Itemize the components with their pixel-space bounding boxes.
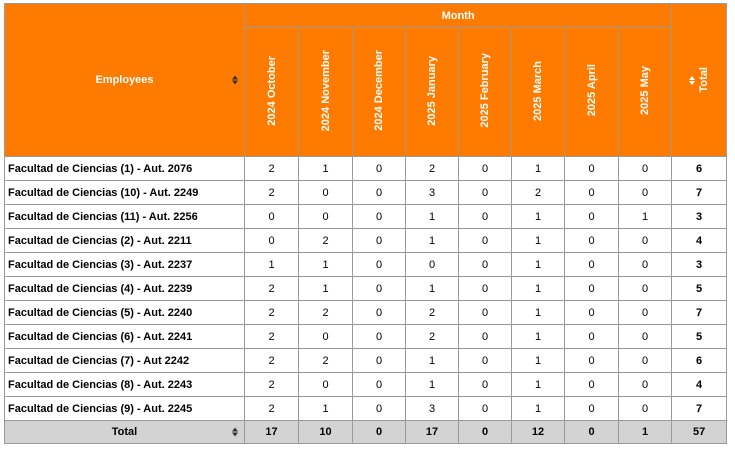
month-value-cell: 0 [459, 325, 512, 349]
month-value-cell: 1 [406, 277, 459, 301]
month-value-cell: 0 [299, 325, 353, 349]
month-value-cell: 0 [353, 157, 406, 181]
table-row [5, 349, 727, 373]
row-total-cell: 3 [672, 205, 727, 229]
employee-name-cell: Facultad de Ciencias (9) - Aut. 2245 [5, 397, 245, 421]
month-value-cell: 0 [565, 157, 619, 181]
total-header-label: Total [697, 67, 710, 93]
sort-icon[interactable] [232, 428, 238, 437]
month-value-cell: 2 [245, 277, 299, 301]
month-value-cell: 2 [245, 397, 299, 421]
month-value-cell: 0 [353, 277, 406, 301]
month-value-cell: 0 [619, 373, 672, 397]
month-value-cell: 1 [512, 301, 565, 325]
month-value-cell: 0 [459, 157, 512, 181]
month-value-cell: 1 [512, 229, 565, 253]
footer-value: 12 [512, 421, 565, 444]
footer-value: 1 [619, 421, 672, 444]
month-header: 2025 January [406, 28, 459, 157]
month-value-cell: 2 [245, 157, 299, 181]
month-value-cell: 0 [619, 277, 672, 301]
month-header: 2025 May [619, 28, 672, 157]
month-value-cell: 3 [406, 397, 459, 421]
month-value-cell: 3 [406, 181, 459, 205]
employee-name-cell: Facultad de Ciencias (6) - Aut. 2241 [5, 325, 245, 349]
month-value-cell: 1 [512, 349, 565, 373]
table-row [5, 325, 727, 349]
employee-name-cell: Facultad de Ciencias (2) - Aut. 2211 [5, 229, 245, 253]
month-value-cell: 2 [299, 229, 353, 253]
month-value-cell: 1 [512, 397, 565, 421]
month-value-cell: 1 [299, 277, 353, 301]
month-value-cell: 1 [406, 373, 459, 397]
footer-value: 17 [406, 421, 459, 444]
month-value-cell: 0 [245, 229, 299, 253]
row-total-cell: 3 [672, 253, 727, 277]
footer-value: 10 [299, 421, 353, 444]
month-value-cell: 1 [245, 253, 299, 277]
month-value-cell: 1 [512, 253, 565, 277]
month-header: 2024 December [353, 28, 406, 157]
footer-total-label: Total [111, 426, 138, 438]
month-value-cell: 0 [619, 229, 672, 253]
employee-name-cell: Facultad de Ciencias (4) - Aut. 2239 [5, 277, 245, 301]
month-value-cell: 1 [512, 157, 565, 181]
row-total-cell: 5 [672, 277, 727, 301]
employees-column-header[interactable] [5, 4, 245, 157]
month-value-cell: 0 [459, 253, 512, 277]
month-value-cell: 0 [619, 301, 672, 325]
table-row [5, 181, 727, 205]
footer-value: 0 [565, 421, 619, 444]
month-value-cell: 2 [406, 157, 459, 181]
month-value-cell: 0 [565, 325, 619, 349]
month-value-cell: 0 [353, 301, 406, 325]
total-column-header[interactable] [672, 4, 727, 157]
table-row [5, 205, 727, 229]
month-value-cell: 0 [565, 397, 619, 421]
month-value-cell: 0 [565, 301, 619, 325]
month-value-cell: 1 [299, 157, 353, 181]
table-row [5, 157, 727, 181]
month-value-cell: 1 [619, 205, 672, 229]
employee-name-cell: Facultad de Ciencias (10) - Aut. 2249 [5, 181, 245, 205]
month-value-cell: 1 [512, 325, 565, 349]
month-value-cell: 0 [245, 205, 299, 229]
month-value-cell: 1 [299, 397, 353, 421]
month-value-cell: 2 [245, 301, 299, 325]
month-value-cell: 0 [459, 277, 512, 301]
footer-total-cell[interactable] [5, 421, 245, 444]
month-header: 2024 November [299, 28, 353, 157]
month-value-cell: 0 [353, 205, 406, 229]
month-value-cell: 0 [459, 349, 512, 373]
row-total-cell: 5 [672, 325, 727, 349]
table-row [5, 373, 727, 397]
footer-grand-total: 57 [672, 421, 727, 444]
month-value-cell: 0 [619, 325, 672, 349]
month-value-cell: 0 [353, 349, 406, 373]
table-row [5, 253, 727, 277]
month-value-cell: 0 [459, 301, 512, 325]
month-value-cell: 0 [459, 373, 512, 397]
month-value-cell: 0 [459, 205, 512, 229]
row-total-cell: 6 [672, 157, 727, 181]
footer-value: 0 [353, 421, 406, 444]
month-value-cell: 2 [299, 301, 353, 325]
month-value-cell: 0 [353, 181, 406, 205]
month-header: 2025 February [459, 28, 512, 157]
month-value-cell: 0 [619, 397, 672, 421]
month-value-cell: 0 [565, 277, 619, 301]
month-value-cell: 1 [512, 373, 565, 397]
employee-name-cell: Facultad de Ciencias (5) - Aut. 2240 [5, 301, 245, 325]
month-value-cell: 2 [245, 373, 299, 397]
month-value-cell: 0 [459, 229, 512, 253]
employee-name-cell: Facultad de Ciencias (11) - Aut. 2256 [5, 205, 245, 229]
month-value-cell: 0 [353, 325, 406, 349]
month-value-cell: 1 [406, 349, 459, 373]
month-value-cell: 0 [565, 349, 619, 373]
employees-header-label: Employees [95, 74, 154, 86]
table-footer [5, 421, 727, 444]
table-row [5, 229, 727, 253]
table-row [5, 277, 727, 301]
month-value-cell: 2 [512, 181, 565, 205]
footer-value: 17 [245, 421, 299, 444]
month-group-header: Month [245, 4, 672, 28]
table-row [5, 397, 727, 421]
month-value-cell: 0 [353, 253, 406, 277]
month-value-cell: 0 [619, 181, 672, 205]
month-value-cell: 0 [299, 181, 353, 205]
month-header: 2025 March [512, 28, 565, 157]
sort-icon[interactable] [689, 76, 695, 85]
month-value-cell: 1 [406, 229, 459, 253]
month-value-cell: 0 [565, 373, 619, 397]
month-value-cell: 0 [353, 373, 406, 397]
month-value-cell: 1 [406, 205, 459, 229]
month-value-cell: 2 [245, 181, 299, 205]
month-value-cell: 0 [565, 205, 619, 229]
month-value-cell: 1 [299, 253, 353, 277]
employee-name-cell: Facultad de Ciencias (8) - Aut. 2243 [5, 373, 245, 397]
employee-name-cell: Facultad de Ciencias (3) - Aut. 2237 [5, 253, 245, 277]
month-value-cell: 0 [353, 397, 406, 421]
row-total-cell: 7 [672, 301, 727, 325]
footer-value: 0 [459, 421, 512, 444]
row-total-cell: 4 [672, 229, 727, 253]
month-value-cell: 0 [299, 205, 353, 229]
month-value-cell: 0 [353, 229, 406, 253]
month-value-cell: 0 [406, 253, 459, 277]
month-value-cell: 0 [619, 349, 672, 373]
month-value-cell: 0 [459, 181, 512, 205]
month-value-cell: 2 [245, 325, 299, 349]
month-value-cell: 0 [565, 253, 619, 277]
month-value-cell: 0 [459, 397, 512, 421]
month-header: 2025 April [565, 28, 619, 157]
table-body [5, 157, 727, 421]
sort-icon[interactable] [232, 76, 238, 85]
month-header: 2024 October [245, 28, 299, 157]
table-row [5, 301, 727, 325]
month-value-cell: 2 [406, 325, 459, 349]
month-value-cell: 1 [512, 277, 565, 301]
month-value-cell: 0 [565, 181, 619, 205]
report-table-container [4, 3, 727, 444]
month-value-cell: 2 [245, 349, 299, 373]
month-value-cell: 0 [299, 373, 353, 397]
employee-name-cell: Facultad de Ciencias (7) - Aut 2242 [5, 349, 245, 373]
month-value-cell: 0 [565, 229, 619, 253]
table-header [5, 4, 727, 157]
row-total-cell: 4 [672, 373, 727, 397]
employee-name-cell: Facultad de Ciencias (1) - Aut. 2076 [5, 157, 245, 181]
employees-by-month-table [4, 3, 727, 444]
totals-row [5, 421, 727, 444]
month-value-cell: 1 [512, 205, 565, 229]
month-value-cell: 0 [619, 253, 672, 277]
month-value-cell: 0 [619, 157, 672, 181]
month-value-cell: 2 [299, 349, 353, 373]
row-total-cell: 7 [672, 397, 727, 421]
row-total-cell: 6 [672, 349, 727, 373]
month-value-cell: 2 [406, 301, 459, 325]
row-total-cell: 7 [672, 181, 727, 205]
